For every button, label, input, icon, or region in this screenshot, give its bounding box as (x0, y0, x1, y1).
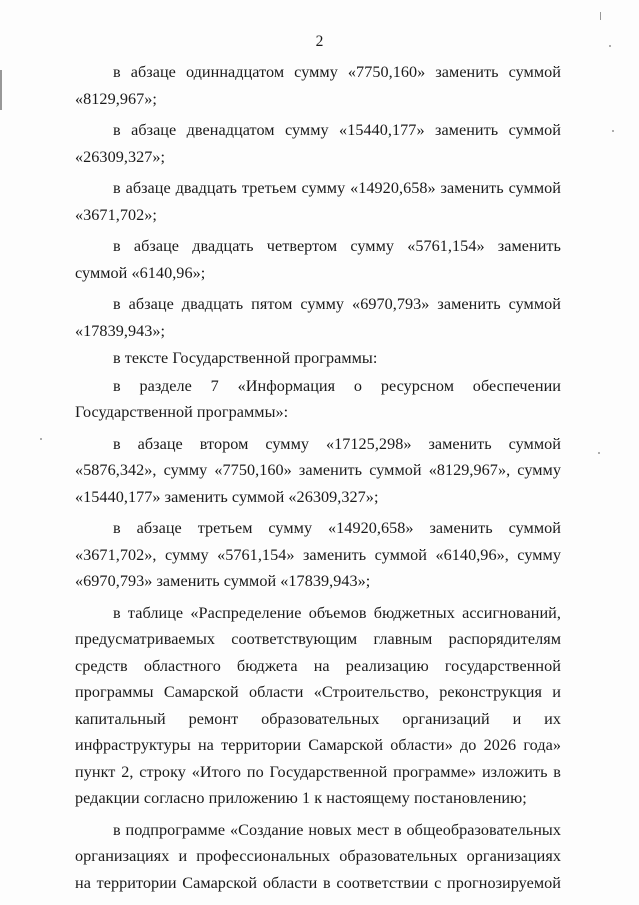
paragraph-amendment-12: в абзаце двенадцатом сумму «15440,177» заменить суммой «26309,327»; (75, 121, 561, 166)
document-body (75, 59, 561, 896)
paragraph-program-text: в тексте Государственной программы: (113, 349, 378, 367)
paragraph-amendment-25: в абзаце двадцать пятом сумму «6970,793» заменить суммой «17839,943»; (75, 295, 561, 340)
scan-speck (40, 438, 42, 440)
paragraph-third-abzac: в абзаце третьем сумму «14920,658» заменить суммой «3671,702», сумму «5761,154» заменить суммой «6140,96», сумму «6970,793» заменить суммой «17839,943»; (75, 519, 561, 590)
paragraph-amendment-24: в абзаце двадцать четвертом сумму «5761,154» заменить суммой «6140,96»; (75, 237, 561, 282)
paragraph-subprogram: в подпрограмме «Создание новых мест в общеобразовательных организациях и профессиональных образовательных организациях на территории Самарской области в соответствии с прогнозируемой (75, 820, 561, 892)
scan-edge-mark (600, 12, 601, 20)
scan-edge-mark (0, 70, 2, 110)
paragraph-second-abzac: в абзаце втором сумму «17125,298» заменить суммой «5876,342», сумму «7750,160» заменить суммой «8129,967», сумму «15440,177» заменить суммой «26309,327»; (75, 434, 561, 506)
paragraph-amendment-11: в абзаце одиннадцатом сумму «7750,160» заменить суммой «8129,967»; (75, 63, 561, 108)
page-number: 2 (315, 33, 324, 50)
scan-speck (612, 130, 614, 132)
paragraph-amendment-23: в абзаце двадцать третьем сумму «14920,658» заменить суммой «3671,702»; (75, 179, 561, 224)
scan-speck (598, 452, 600, 454)
paragraph-table-distribution: в таблице «Распределение объемов бюджетных ассигнований, предусматриваемых соответствующим главным распорядителям средств областного бюджета на реализацию государственной программы Самарской области «Строительство, реконструкция и капитальный ремонт образовательных организаций и их инфраструктуры на территории Самарской области» до 2026 года» пункт 2, строку «Итого по Государственной программе» изложить в редакции согласно приложению 1 к настоящему постановлению; (75, 603, 561, 807)
paragraph-section-7: в разделе 7 «Информация о ресурсном обеспечении Государственной программы»: (75, 376, 561, 421)
